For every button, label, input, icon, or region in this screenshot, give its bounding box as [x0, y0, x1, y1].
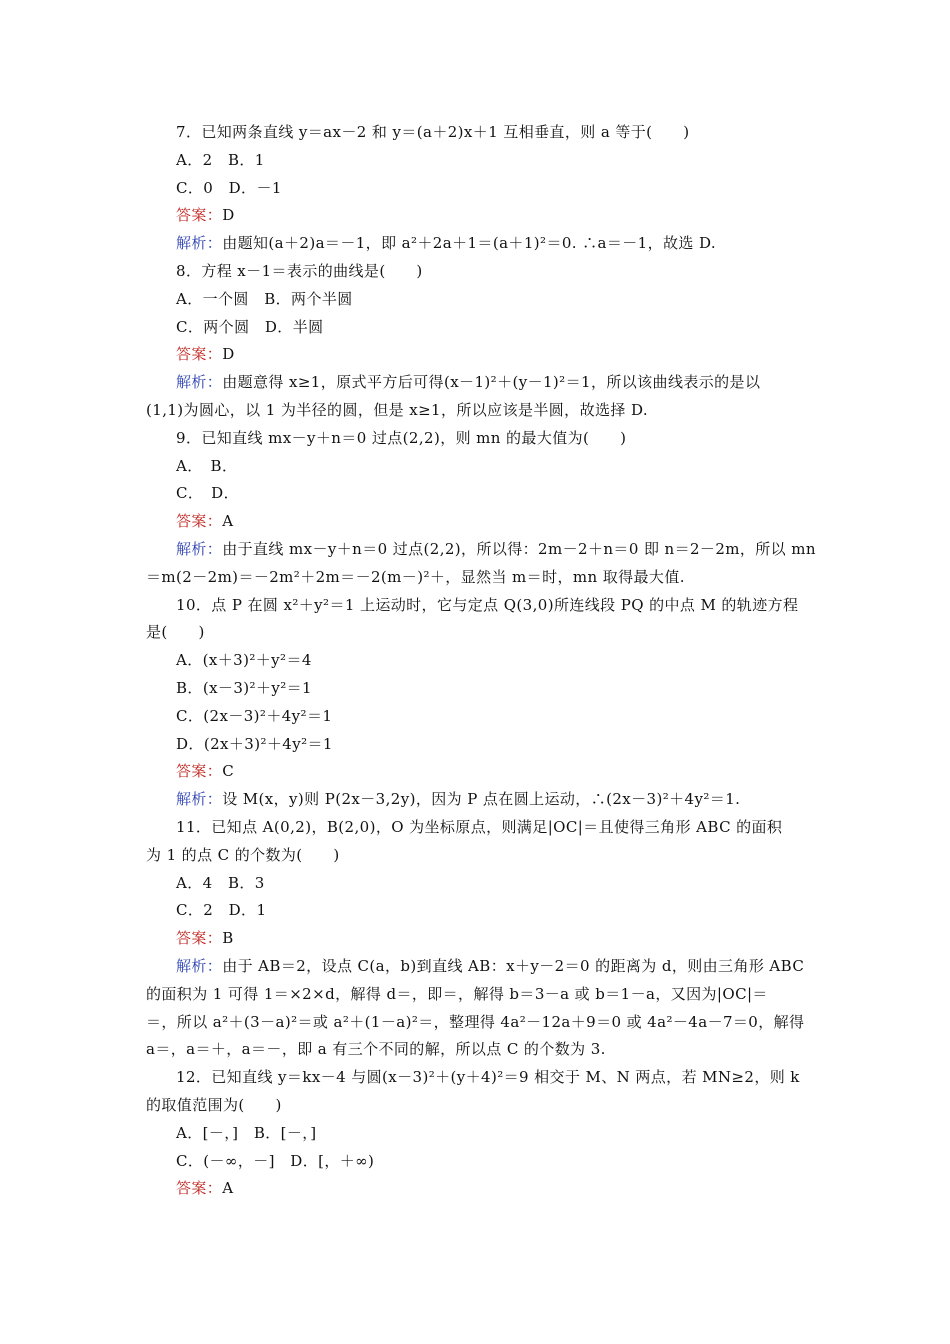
q7-options-ab: A．2 B．1 — [176, 151, 265, 169]
q7-answer — [176, 205, 235, 225]
answer-value: C — [222, 762, 235, 780]
q8-options-ab: A．一个圆 B．两个半圆 — [176, 290, 353, 308]
q8-solution — [176, 372, 760, 392]
solution-text: 由于 AB＝2，设点 C(a，b)到直线 AB：x＋y－2＝0 的距离为 d，则由三角形 ABC — [222, 957, 805, 975]
answer-value: A — [222, 1179, 234, 1197]
q10-answer — [176, 761, 234, 781]
solution-label: 解析： — [176, 234, 223, 252]
q11-options-cd: C．2 D．1 — [176, 901, 267, 919]
q11-stem: 11．已知点 A(0,2)，B(2,0)，O 为坐标原点，则满足|OC|＝且使得三角形 ABC 的面积 — [176, 818, 783, 836]
q8-solution-cont: (1,1)为圆心，以 1 为半径的圆，但是 x≥1，所以应该是半圆，故选择 D. — [146, 401, 649, 419]
q10-solution — [176, 789, 740, 809]
q11-solution — [176, 956, 804, 976]
q9-solution-cont: ＝m(2－2m)＝－2m²＋2m＝－2(m－)²＋，显然当 m＝时，mn 取得最大值. — [146, 568, 685, 586]
q9-options-cd: C． D． — [176, 484, 240, 502]
q10-stem: 10．点 P 在圆 x²＋y²＝1 上运动时，它与定点 Q(3,0)所连线段 PQ 的中点 M 的轨迹方程 — [176, 596, 799, 614]
q12-options-ab: A．[－，] B．[－，] — [176, 1124, 317, 1142]
q10-stem-cont: 是( ) — [146, 623, 205, 641]
q12-stem: 12．已知直线 y＝kx－4 与圆(x－3)²＋(y＋4)²＝9 相交于 M、N 两点，若 MN≥2，则 k — [176, 1068, 800, 1086]
q9-solution — [176, 539, 816, 559]
answer-label: 答案： — [176, 1179, 223, 1197]
q11-answer — [176, 928, 234, 948]
q11-solution-cont-2: ＝，所以 a²＋(3－a)²＝或 a²＋(1－a)²＝，整理得 4a²－12a＋9＝0 或 4a²－4a－7＝0，解得 — [146, 1013, 805, 1031]
q12-options-cd: C．(－∞，－] D．[，＋∞) — [176, 1152, 375, 1170]
solution-text: 由题知(a＋2)a＝－1，即 a²＋2a＋1＝(a＋1)²＝0. ∴a＝－1，故选 D. — [222, 234, 717, 252]
answer-label: 答案： — [176, 762, 223, 780]
q10-option-a: A．(x＋3)²＋y²＝4 — [176, 651, 312, 669]
answer-label: 答案： — [176, 345, 223, 363]
answer-value: B — [222, 929, 234, 947]
answer-label: 答案： — [176, 206, 223, 224]
solution-label: 解析： — [176, 790, 223, 808]
q11-solution-cont-1: 的面积为 1 可得 1＝×2×d，解得 d＝，即＝，解得 b＝3－a 或 b＝1－a，又因为|OC|＝ — [146, 985, 768, 1003]
answer-value: D — [222, 206, 235, 224]
solution-label: 解析： — [176, 957, 223, 975]
q11-options-ab: A．4 B．3 — [176, 874, 265, 892]
solution-text: 由题意得 x≥1，原式平方后可得(x－1)²＋(y－1)²＝1，所以该曲线表示的是以 — [222, 373, 761, 391]
q12-stem-cont: 的取值范围为( ) — [146, 1096, 282, 1114]
q10-option-c: C．(2x－3)²＋4y²＝1 — [176, 707, 333, 725]
q8-options-cd: C．两个圆 D．半圆 — [176, 318, 324, 336]
solution-text: 由于直线 mx－y＋n＝0 过点(2,2)，所以得：2m－2＋n＝0 即 n＝2－2m，所以 mn — [222, 540, 816, 558]
q11-stem-cont: 为 1 的点 C 的个数为( ) — [146, 846, 340, 864]
solution-label: 解析： — [176, 540, 223, 558]
q9-options-ab: A． B． — [176, 457, 238, 475]
q11-solution-cont-3: a＝，a＝＋，a＝－，即 a 有三个不同的解，所以点 C 的个数为 3. — [146, 1040, 606, 1058]
q12-answer — [176, 1178, 233, 1198]
q7-options-cd: C．0 D．－1 — [176, 179, 282, 197]
q8-answer — [176, 344, 235, 364]
answer-label: 答案： — [176, 512, 223, 530]
solution-label: 解析： — [176, 373, 223, 391]
q8-stem: 8．方程 x－1＝表示的曲线是( ) — [176, 262, 423, 280]
q10-option-d: D．(2x＋3)²＋4y²＝1 — [176, 735, 333, 753]
q9-answer — [176, 511, 233, 531]
solution-text: 设 M(x，y)则 P(2x－3,2y)，因为 P 点在圆上运动，∴(2x－3)²＋4y²＝1. — [222, 790, 741, 808]
q9-stem: 9．已知直线 mx－y＋n＝0 过点(2,2)，则 mn 的最大值为( ) — [176, 429, 627, 447]
q7-solution — [176, 233, 716, 253]
answer-value: D — [222, 345, 235, 363]
answer-label: 答案： — [176, 929, 223, 947]
answer-value: A — [222, 512, 234, 530]
q10-option-b: B．(x－3)²＋y²＝1 — [176, 679, 312, 697]
q7-stem: 7．已知两条直线 y＝ax－2 和 y＝(a＋2)x＋1 互相垂直，则 a 等于( ) — [176, 123, 690, 141]
